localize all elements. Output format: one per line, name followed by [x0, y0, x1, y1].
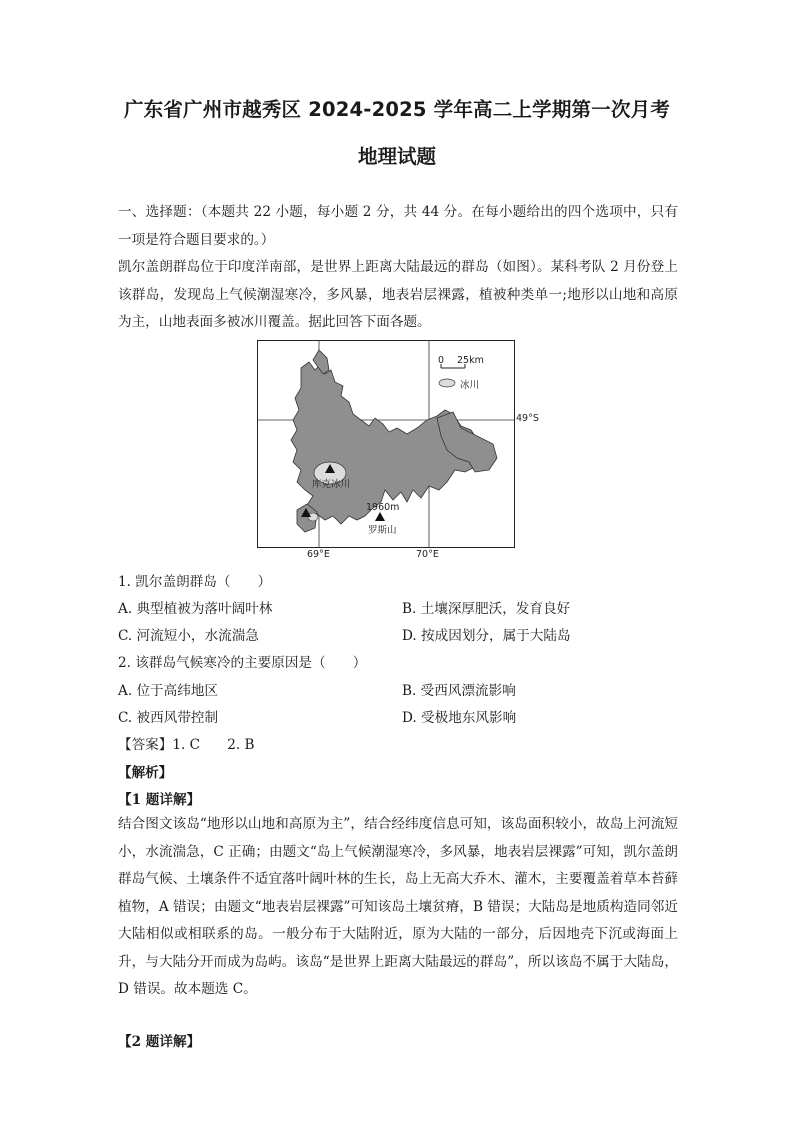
scale-zero-label: 0 [438, 355, 445, 366]
q2-detail-heading: 【2 题详解】 [118, 1034, 201, 1050]
latitude-label: 49°S [516, 413, 539, 424]
kerguelen-map [257, 340, 515, 548]
glacier-name-label: 库克冰川 [312, 479, 351, 490]
answer-line: 【答案】1. C 2. B [118, 737, 255, 753]
question-2-option-a: A. 位于高纬地区 [118, 683, 219, 699]
document-subtitle: 地理试题 [357, 145, 436, 168]
document-title: 广东省广州市越秀区 2024-2025 学年高二上学期第一次月考 [123, 98, 671, 121]
legend-glacier-icon [439, 379, 455, 387]
question-1-stem: 1. 凯尔盖朗群岛（ ） [118, 574, 272, 590]
section-heading: 一、选择题：（本题共 22 小题，每小题 2 分，共 44 分。在每小题给出的四个选项中，只有一项是符合题目要求的。） [118, 204, 678, 248]
question-2-stem: 2. 该群岛气候寒冷的主要原因是（ ） [118, 655, 367, 671]
q1-detail-heading: 【1 题详解】 [118, 792, 201, 808]
q1-detail-body: 结合图文该岛“地形以山地和高原为主”，结合经纬度信息可知，该岛面积较小，故岛上河流短小，水流湍急，C 正确；由题文“岛上气候潮湿寒冷，多风暴，地表岩层裸露”可知，凯尔盖朗群岛气候、土壤条件不适宜落叶阔叶林的生长，岛上无高大乔木、灌木，主要覆盖着草本苔藓植物，A 错误；由题文“地表岩层裸露”可知该岛土壤贫瘠，B 错误；大陆岛是地质构造同邻近大陆相似或相联系的岛。一般分布于大陆附近，原为大陆的一部分，后因地壳下沉或海面上升，与大陆分开而成为岛屿。该岛“是世界上距离大陆最远的群岛”，所以该岛不属于大陆岛，D 错误。故本题选 C。 [118, 816, 678, 997]
question-1-option-c: C. 河流短小，水流湍急 [118, 628, 259, 644]
legend-glacier-label: 冰川 [460, 380, 480, 391]
question-2-option-d: D. 受极地东风影响 [402, 710, 517, 726]
question-2-option-c: C. 被西风带控制 [118, 710, 219, 726]
question-1-option-b: B. 土壤深厚肥沃，发育良好 [402, 601, 571, 617]
scale-distance-label: 25km [457, 355, 484, 366]
peak-name-label: 罗斯山 [368, 525, 397, 536]
question-1-option-d: D. 按成因划分，属于大陆岛 [402, 628, 571, 644]
question-2-option-b: B. 受西风漂流影响 [402, 683, 516, 699]
longitude-right-label: 70°E [416, 549, 439, 560]
longitude-left-label: 69°E [307, 549, 330, 560]
question-intro: 凯尔盖朗群岛位于印度洋南部，是世界上距离大陆最远的群岛（如图）。某科考队 2 月份登上该群岛，发现岛上气候潮湿寒冷，多风暴，地表岩层裸露，植被种类单一;地形以山地和高原为主，山地表面多被冰川覆盖。据此回答下面各题。 [118, 259, 678, 330]
peak-elevation-label: 1960m [366, 502, 400, 513]
question-1-option-a: A. 典型植被为落叶阔叶林 [118, 601, 273, 617]
analysis-heading: 【解析】 [118, 765, 173, 781]
